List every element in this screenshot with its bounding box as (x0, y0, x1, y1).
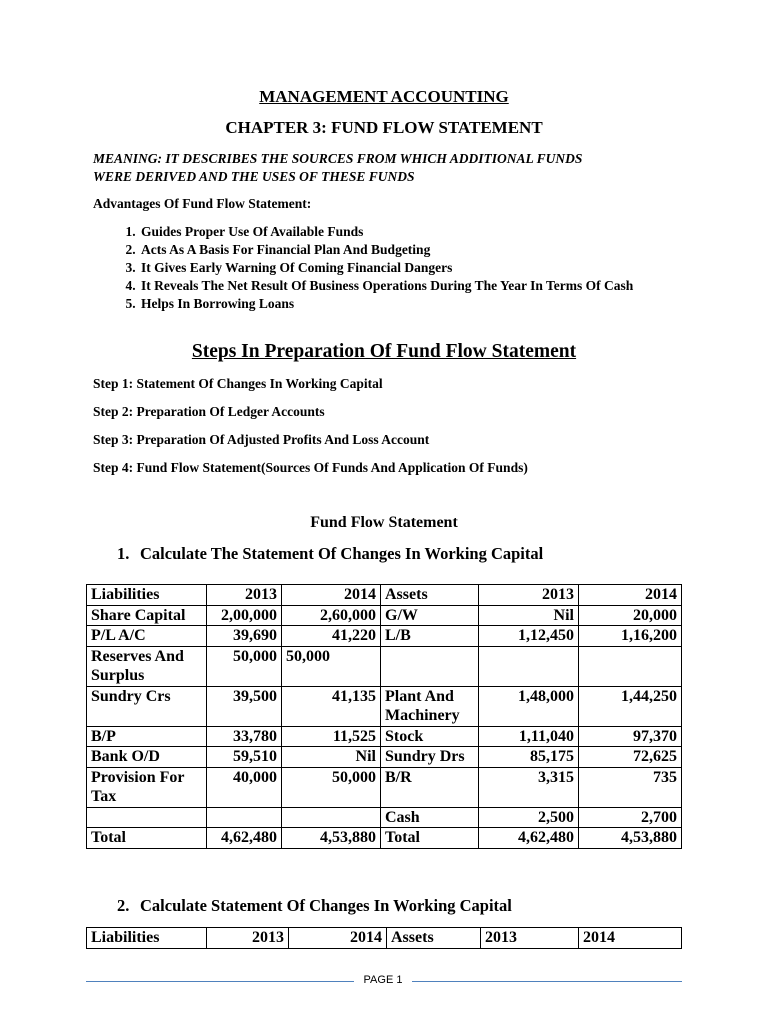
table-cell: 20,000 (579, 605, 682, 626)
question-2-text: Calculate Statement Of Changes In Working Capital (140, 896, 512, 915)
step-3: Step 3: Preparation Of Adjusted Profits And Loss Account (93, 432, 430, 447)
step-4: Step 4: Fund Flow Statement(Sources Of Funds And Application Of Funds) (93, 460, 528, 475)
question-2 (117, 896, 512, 916)
table-cell: 40,000 (207, 767, 282, 807)
table-cell: 39,690 (207, 626, 282, 647)
table-header-row (87, 928, 682, 949)
header-cell: 2014 (579, 585, 682, 606)
advantage-item: 1. Guides Proper Use Of Available Funds (139, 223, 683, 241)
table-cell: 39,500 (207, 686, 282, 726)
header-cell: 2013 (207, 928, 289, 949)
table-cell: 1,44,250 (579, 686, 682, 726)
step-2: Step 2: Preparation Of Ledger Accounts (93, 404, 325, 419)
table-cell: Share Capital (87, 605, 207, 626)
table-cell: 735 (579, 767, 682, 807)
table-cell: Nil (282, 747, 381, 768)
table-cell: Nil (479, 605, 579, 626)
page-number: PAGE 1 (363, 974, 403, 986)
table-cell: 59,510 (207, 747, 282, 768)
table-cell (479, 646, 579, 686)
steps-heading: Steps In Preparation Of Fund Flow Statement (191, 341, 577, 362)
table-header-row (87, 585, 682, 606)
table-cell: 50,000 (282, 646, 381, 686)
table-cell: 2,60,000 (282, 605, 381, 626)
table-cell: B/P (87, 726, 207, 747)
advantage-item: 4. It Reveals The Net Result Of Business Operations During The Year In Terms Of Cash (139, 277, 683, 295)
header-cell: Assets (387, 928, 481, 949)
table-row (87, 686, 682, 726)
table-row (87, 605, 682, 626)
table-cell: 41,220 (282, 626, 381, 647)
table-cell: 1,11,040 (479, 726, 579, 747)
table-cell: 4,62,480 (207, 828, 282, 849)
table-cell (381, 646, 479, 686)
advantage-item: 5. Helps In Borrowing Loans (139, 295, 683, 313)
document-title: MANAGEMENT ACCOUNTING (259, 87, 509, 106)
table-cell: 2,00,000 (207, 605, 282, 626)
header-cell: 2014 (282, 585, 381, 606)
header-cell: Liabilities (87, 928, 207, 949)
meaning-paragraph (93, 150, 693, 186)
table-cell: 97,370 (579, 726, 682, 747)
table-cell: G/W (381, 605, 479, 626)
header-cell: Liabilities (87, 585, 207, 606)
table-cell: L/B (381, 626, 479, 647)
step-1: Step 1: Statement Of Changes In Working Capital (93, 376, 383, 391)
meaning-line-1: MEANING: IT DESCRIBES THE SOURCES FROM WHICH ADDITIONAL FUNDS (93, 151, 583, 166)
table-cell: 1,16,200 (579, 626, 682, 647)
table-cell (207, 807, 282, 828)
question-1 (117, 544, 543, 564)
table-cell: Bank O/D (87, 747, 207, 768)
table-cell: 33,780 (207, 726, 282, 747)
table-cell: Reserves And Surplus (87, 646, 207, 686)
working-capital-table-2 (86, 927, 682, 949)
chapter-heading: CHAPTER 3: FUND FLOW STATEMENT (225, 118, 543, 137)
table-cell: P/L A/C (87, 626, 207, 647)
header-cell: Assets (381, 585, 479, 606)
question-2-number: 2. (117, 896, 130, 915)
table-cell: 11,525 (282, 726, 381, 747)
table-cell: Plant And Machinery (381, 686, 479, 726)
table-cell: Sundry Crs (87, 686, 207, 726)
fund-flow-heading: Fund Flow Statement (310, 514, 458, 531)
table-cell: 85,175 (479, 747, 579, 768)
table-cell: 3,315 (479, 767, 579, 807)
table-cell (579, 646, 682, 686)
advantage-item: 3. It Gives Early Warning Of Coming Financial Dangers (139, 259, 683, 277)
table-cell: Provision For Tax (87, 767, 207, 807)
working-capital-table (86, 584, 682, 849)
question-1-text: Calculate The Statement Of Changes In Working Capital (140, 544, 544, 563)
table-cell: 2,500 (479, 807, 579, 828)
advantages-heading: Advantages Of Fund Flow Statement: (93, 196, 312, 211)
footer-rule-right (412, 981, 682, 982)
table-cell: 4,53,880 (282, 828, 381, 849)
table-cell: Cash (381, 807, 479, 828)
table-total-row (87, 828, 682, 849)
table-cell: 72,625 (579, 747, 682, 768)
table-cell: Total (381, 828, 479, 849)
footer-rule-left (86, 981, 354, 982)
table-row (87, 747, 682, 768)
table-cell: 1,48,000 (479, 686, 579, 726)
table-cell: 2,700 (579, 807, 682, 828)
table-row (87, 626, 682, 647)
table-row (87, 726, 682, 747)
question-1-number: 1. (117, 544, 130, 563)
table-cell (87, 807, 207, 828)
table-cell: B/R (381, 767, 479, 807)
table-row (87, 807, 682, 828)
table-cell: 1,12,450 (479, 626, 579, 647)
table-cell: 41,135 (282, 686, 381, 726)
advantages-list (93, 223, 683, 313)
header-cell: 2014 (579, 928, 682, 949)
header-cell: 2013 (479, 585, 579, 606)
table-cell: Total (87, 828, 207, 849)
table-cell: Sundry Drs (381, 747, 479, 768)
table-cell: 4,53,880 (579, 828, 682, 849)
meaning-line-2: WERE DERIVED AND THE USES OF THESE FUNDS (93, 169, 415, 184)
header-cell: 2013 (481, 928, 579, 949)
table-row (87, 767, 682, 807)
table-cell: 50,000 (207, 646, 282, 686)
table-row (87, 646, 682, 686)
table-cell: Stock (381, 726, 479, 747)
table-cell (282, 807, 381, 828)
header-cell: 2014 (289, 928, 387, 949)
table-cell: 50,000 (282, 767, 381, 807)
advantage-item: 2. Acts As A Basis For Financial Plan And Budgeting (139, 241, 683, 259)
header-cell: 2013 (207, 585, 282, 606)
table-cell: 4,62,480 (479, 828, 579, 849)
